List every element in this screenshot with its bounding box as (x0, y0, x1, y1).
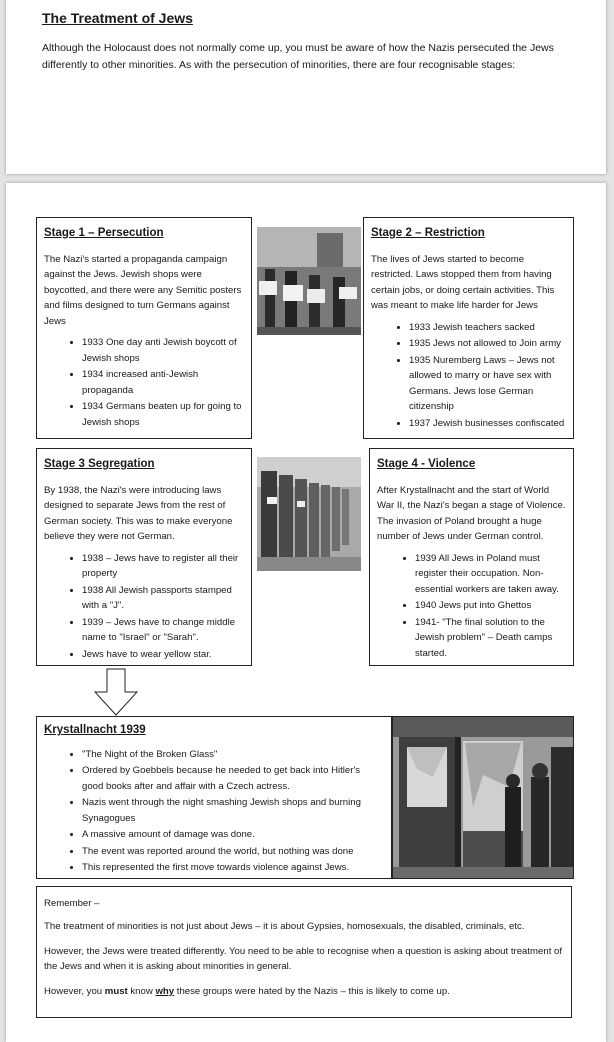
krystallnacht-list (44, 747, 384, 876)
stage-1-list (44, 335, 244, 430)
list-item: • 1933 One day anti Jewish boycott of Jewish shops (82, 335, 244, 366)
segregation-photo (257, 457, 361, 571)
krystallnacht-title: Krystallnacht 1939 (44, 724, 146, 736)
list-item: • 1935 Jews not allowed to Join army (409, 336, 566, 352)
stage-3-list (44, 551, 244, 663)
list-item: • 1937 Jewish businesses confiscated (409, 416, 566, 432)
boycott-photo (257, 227, 361, 335)
stage-2-text: The lives of Jews started to become restricted. Laws stopped them from having certain jobs, or doing certain activities. This was meant to make life harder for Jews (371, 253, 555, 311)
down-arrow-icon (94, 668, 138, 716)
stage-4-title: Stage 4 - Violence (377, 458, 476, 470)
list-item: • 1938 – Jews have to register all their property (82, 551, 244, 582)
list-item: • This represented the first move towards violence against Jews. (82, 860, 384, 876)
remember-paragraph-3 (44, 984, 564, 999)
list-item: • 1941- "The final solution to the Jewish problem" – Death camps started. (415, 615, 566, 662)
emphasis-must: must (104, 986, 128, 997)
list-item: • 1939 – Jews have to change middle name to "Israel" or "Sarah". (82, 615, 244, 646)
stage-2-title: Stage 2 – Restriction (371, 227, 485, 239)
list-item: • 1938 All Jewish passports stamped with a "J". (82, 583, 244, 614)
krystallnacht-photo (392, 716, 574, 879)
list-item: • 1933 Jewish teachers sacked (409, 320, 566, 336)
krystallnacht-box (36, 716, 392, 879)
stage-3-text: By 1938, the Nazi's were introducing laws designed to separate Jews from the rest of German society. This was to make everyone believe they were not German. (44, 484, 233, 542)
list-item: • "The Night of the Broken Glass" (82, 747, 384, 763)
remember-text: know (127, 986, 156, 997)
remember-paragraph-2: However, the Jews were treated differently. You need to be able to recognise when a question is asking about treatment of the Jews and when it is asking about minorities in general. (44, 946, 563, 972)
page-2 (6, 183, 606, 1042)
stage-3-title: Stage 3 Segregation (44, 458, 155, 470)
stage-4-list (377, 551, 566, 662)
list-item: • The event was reported around the world, but nothing was done (82, 844, 384, 860)
stage-3-box (36, 448, 252, 666)
list-item: • Ordered by Goebbels because he needed to get back into Hitler's good books after and affair with a Czech actress. (82, 763, 384, 794)
list-item: • 1934 increased anti-Jewish propaganda (82, 367, 244, 398)
remember-text: However, you (44, 986, 105, 997)
list-item: • 1939 All Jews in Poland must register their occupation. Non-essential workers are taken away. (415, 551, 566, 598)
list-item: • Jews have to wear yellow star. (82, 647, 244, 663)
remember-box (36, 886, 572, 1018)
stage-1-box (36, 217, 252, 439)
list-item: • 1935 Nuremberg Laws – Jews not allowed to marry or have sex with Germans. Jews lose German citizenship (409, 353, 566, 415)
remember-text: these groups were hated by the Nazis – this is likely to come up. (174, 986, 450, 997)
page-1 (6, 0, 606, 174)
list-item: • A massive amount of damage was done. (82, 827, 384, 843)
stage-1-text: The Nazi's started a propaganda campaign against the Jews. Jewish shops were boycotted, and there were any Semitic posters and films designed to turn Germans against Jews (44, 253, 242, 327)
intro-paragraph: Although the Holocaust does not normally come up, you must be aware of how the Nazis persecuted the Jews differently to other minorities. As with the persecution of minorities, there are four recognisable stages: (42, 42, 554, 71)
list-item: • 1934 Germans beaten up for going to Jewish shops (82, 399, 244, 430)
list-item: • 1940 Jews put into Ghettos (415, 598, 566, 614)
emphasis-why: why (155, 986, 175, 997)
stage-4-text: After Krystallnacht and the start of World War II, the Nazi's began a stage of Violence. The invasion of Poland brought a huge number of Jews under German control. (377, 484, 566, 542)
remember-paragraph-1: The treatment of minorities is not just about Jews – it is about Gypsies, homosexuals, the disabled, criminals, etc. (44, 921, 525, 932)
stage-1-title: Stage 1 – Persecution (44, 227, 164, 239)
stage-4-box (369, 448, 574, 666)
stage-2-box (363, 217, 574, 439)
list-item: • Nazis went through the night smashing Jewish shops and burning Synagogues (82, 795, 384, 826)
document-title: The Treatment of Jews (42, 10, 193, 26)
stage-2-list (371, 320, 566, 432)
remember-heading: Remember – (44, 898, 100, 909)
